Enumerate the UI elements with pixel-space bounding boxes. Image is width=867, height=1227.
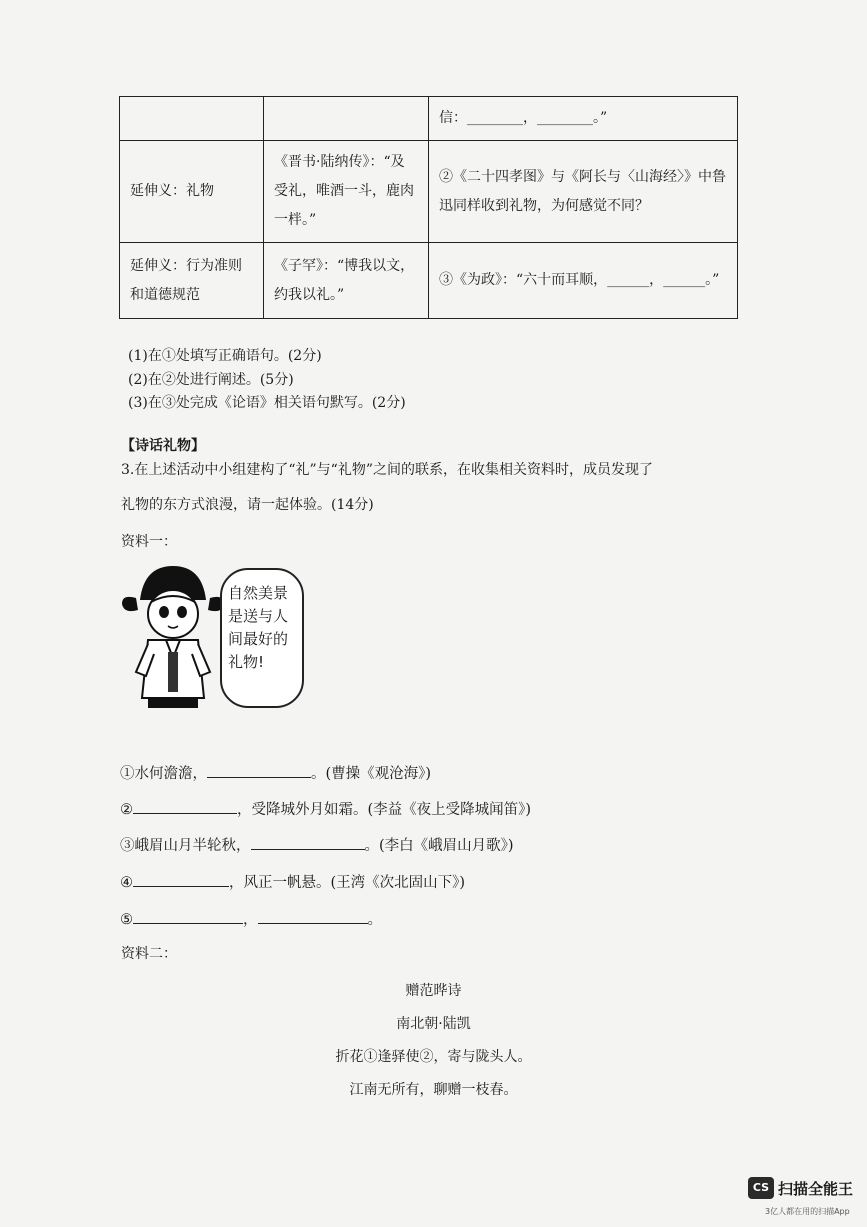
- fill-5-mid: ，: [243, 912, 258, 928]
- fill-1-suffix: 。(曹操《观沧海》): [311, 766, 432, 782]
- table-cell: ②《二十四孝图》与《阿长与〈山海经〉》中鲁迅同样收到礼物，为何感觉不同？: [429, 141, 738, 243]
- material1-label: 资料一：: [121, 534, 177, 550]
- q3-line1: 3.在上述活动中小组建构了“礼”与“礼物”之间的联系，在收集相关资料时，成员发现了: [121, 462, 653, 478]
- poem-title: 赠范晔诗: [405, 983, 462, 999]
- fill-2-suffix: ，受降城外月如霜。(李益《夜上受降城闻笛》): [237, 802, 532, 818]
- answer-blank[interactable]: [133, 799, 237, 814]
- table-cell: [120, 97, 264, 141]
- answer-blank[interactable]: [133, 872, 229, 887]
- poem-line-1: 折花①逢驿使②，寄与陇头人。: [335, 1049, 532, 1065]
- fill-line-3: [120, 834, 514, 855]
- table-cell: ③《为政》：“六十而耳顺，______，______。”: [429, 243, 738, 319]
- fill-4-suffix: ，风正一帆悬。(王湾《次北固山下》): [229, 875, 466, 891]
- fill-2-prefix: ②: [120, 802, 133, 818]
- answer-blank[interactable]: [251, 835, 365, 850]
- fill-line-1: [120, 762, 431, 783]
- poem-line-2: 江南无所有，聊赠一枝春。: [349, 1082, 518, 1098]
- fill-5-suffix: 。: [367, 912, 382, 928]
- scanner-logo-icon: CS: [748, 1177, 774, 1199]
- answer-blank[interactable]: [133, 909, 243, 924]
- table-cell: 延伸义：礼物: [120, 141, 264, 243]
- table-cell: 延伸义：行为准则和道德规范: [120, 243, 264, 319]
- question-3: (3)在③处完成《论语》相关语句默写。(2分): [128, 395, 406, 411]
- section-title: 【诗话礼物】: [121, 438, 205, 454]
- fill-3-prefix: ③峨眉山月半轮秋，: [120, 838, 251, 854]
- fill-line-5: [120, 908, 382, 929]
- table-cell: 《晋书·陆纳传》：“及受礼，唯酒一斗，鹿肉一柈。”: [264, 141, 429, 243]
- fill-3-suffix: 。(李白《峨眉山月歌》): [364, 838, 514, 854]
- q3-line2: 礼物的东方式浪漫，请一起体验。(14分): [121, 497, 374, 513]
- answer-blank[interactable]: [258, 909, 368, 924]
- speech-bubble-text: 自然美景是送与人间最好的礼物!: [228, 584, 289, 671]
- question-1: (1)在①处填写正确语句。(2分): [128, 348, 322, 364]
- poem-author: 南北朝·陆凯: [396, 1016, 471, 1032]
- fill-line-2: [120, 798, 531, 819]
- scholar-cartoon-illustration: [118, 560, 228, 720]
- table-row: [120, 97, 738, 141]
- table-cell: 信：________，________。”: [429, 97, 738, 141]
- scanner-brand: 扫描全能王: [778, 1180, 854, 1198]
- table-row: [120, 141, 738, 243]
- fill-line-4: [120, 871, 465, 892]
- fill-5-prefix: ⑤: [120, 912, 133, 928]
- fill-1-prefix: ①水何澹澹，: [120, 766, 207, 782]
- table-cell: 《子罕》：“博我以文，约我以礼。”: [264, 243, 429, 319]
- material2-label: 资料二：: [121, 946, 177, 962]
- scanner-slogan: 3亿人都在用的扫描App: [765, 1207, 850, 1216]
- table-cell: [264, 97, 429, 141]
- answer-blank[interactable]: [207, 763, 311, 778]
- fill-4-prefix: ④: [120, 875, 133, 891]
- concept-table: [119, 96, 738, 319]
- table-row: [120, 243, 738, 319]
- question-2: (2)在②处进行阐述。(5分): [128, 372, 294, 388]
